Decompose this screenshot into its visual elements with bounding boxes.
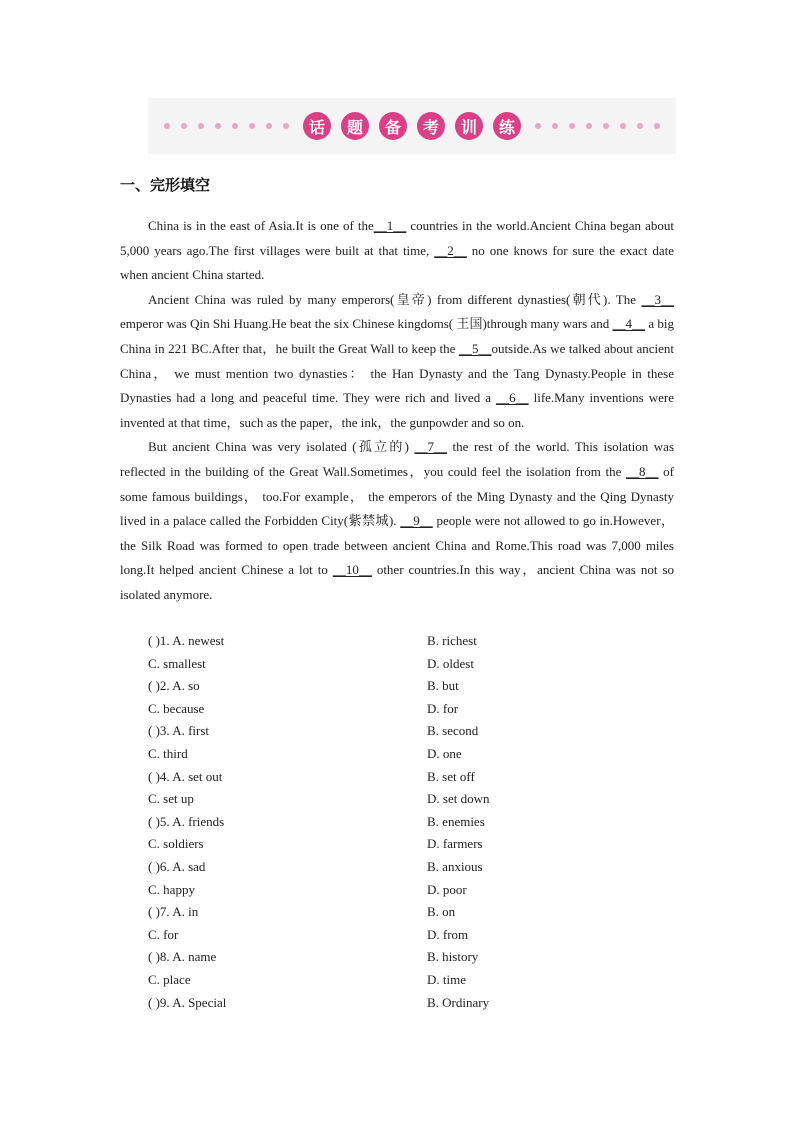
passage-text: people were not allowed to go in.However， the Silk Road was formed to open trade between ancient China and Rome.This road was 7,000 miles long.It helped ancient Chinese a lot to [120,513,674,578]
option-left: ( )8. A. name [148,949,217,965]
option-left: C. for [148,926,179,942]
option-row [148,946,678,969]
paragraph-2 [120,288,674,436]
option-right: B. anxious [427,858,483,874]
option-right: B. second [427,723,479,739]
dot-decoration [620,123,626,129]
cloze-passage [120,214,674,608]
dot-decoration [552,123,558,129]
blank-1: __1__ [373,218,407,233]
option-row [148,856,678,879]
passage-text: emperor was Qin Shi Huang.He beat the six Chinese kingdoms( 王国)through many wars and [120,316,613,332]
option-row [148,969,678,992]
paragraph-3 [120,435,674,607]
option-right: D. poor [427,881,467,897]
option-right: B. set off [427,768,475,784]
blank-4: __4__ [612,316,646,332]
option-right: D. from [427,926,469,942]
paragraph-1 [120,214,674,288]
dot-decoration [283,123,289,129]
option-row [148,675,678,698]
banner-char: 话 [303,112,331,140]
option-left: ( )1. A. newest [148,633,225,648]
passage-text: of some famous buildings， too.For example， the emperors of the Ming Dynasty and the Qing Dynasty lived in a palace called the Forbidden City(紫禁城). [120,463,674,529]
option-left: ( )3. A. first [148,723,210,739]
dot-decoration [232,123,238,129]
dot-decoration [249,123,255,129]
dot-decoration [535,123,541,129]
option-row [148,879,678,902]
dot-decoration [215,123,221,129]
option-left: C. smallest [148,655,206,671]
blank-8: __8__ [626,463,659,479]
option-row [148,743,678,766]
option-right: D. set down [427,791,490,807]
option-left: C. happy [148,881,195,897]
banner-char: 练 [493,112,521,140]
banner-char: 备 [379,112,407,140]
option-row [148,630,678,653]
option-left: C. place [148,971,191,987]
dot-decoration [164,123,170,129]
option-right: B. on [427,904,456,920]
option-row [148,788,678,811]
option-right: D. oldest [427,655,474,671]
passage-text: Ancient China was ruled by many emperors(皇帝) from different dynasties(朝代). The [148,291,642,307]
passage-text: countries in the world.Ancient China began about 5,000 years ago.The first villages were built at that time, [120,218,674,258]
option-row [148,720,678,743]
option-left: ( )9. A. Special [148,994,227,1010]
option-row [148,766,678,789]
passage-text: other countries.In this way，ancient China was not so isolated anymore. [120,562,674,602]
option-right: B. history [427,949,479,965]
passage-text: outside.As we talked about ancient China， we must mention two dynasties： the Han Dynasty and the Tang Dynasty.People in these Dynasties had a long and peaceful time. They were rich and lived a [120,340,674,406]
blank-6: __6__ [496,390,529,406]
option-right: D. farmers [427,836,483,852]
blank-2: __2__ [434,242,467,258]
section-banner [148,98,676,154]
banner-char: 考 [417,112,445,140]
banner-title [303,112,521,140]
option-left: ( )7. A. in [148,904,199,920]
passage-text: the rest of the world. This isolation was reflected in the building of the Great Wall.Sometimes，you could feel the isolation from the [120,439,674,479]
banner-dots-left [164,123,289,129]
blank-9: __9__ [400,513,433,529]
option-right: B. enemies [427,813,485,829]
option-right: D. one [427,745,462,761]
option-row [148,698,678,721]
option-row [148,901,678,924]
option-right: B. but [427,678,459,694]
blank-7: __7__ [414,439,448,455]
dot-decoration [637,123,643,129]
option-row [148,811,678,834]
option-row [148,992,678,1015]
option-left: ( )6. A. sad [148,858,206,874]
banner-char: 训 [455,112,483,140]
banner-dots-right [535,123,660,129]
dot-decoration [603,123,609,129]
section-title: 一、完形填空 [120,176,211,194]
option-left: ( )4. A. set out [148,768,223,784]
option-left: C. soldiers [148,836,204,852]
option-right: D. for [427,700,459,716]
option-right: B. richest [427,633,477,648]
option-right: B. Ordinary [427,994,490,1010]
option-row [148,653,678,676]
option-row [148,924,678,947]
dot-decoration [266,123,272,129]
option-left: C. set up [148,791,194,807]
passage-text: a big China in 221 BC.After that，he built the Great Wall to keep the [120,316,674,356]
blank-5: __5__ [458,340,492,356]
dot-decoration [586,123,592,129]
option-left: ( )2. A. so [148,678,200,694]
passage-text: life.Many inventions were invented at that time，such as the paper，the ink，the gunpowder and so on. [120,390,675,430]
dot-decoration [198,123,204,129]
answer-options [148,630,678,1014]
banner-char: 题 [341,112,369,140]
blank-3: __3__ [641,291,674,307]
dot-decoration [654,123,660,129]
option-left: C. third [148,745,188,761]
option-row [148,833,678,856]
passage-text: no one knows for sure the exact date when ancient China started. [120,242,674,283]
blank-10: __10__ [332,562,372,578]
option-left: ( )5. A. friends [148,813,225,829]
dot-decoration [181,123,187,129]
passage-text: China is in the east of Asia.It is one of the [148,218,374,233]
dot-decoration [569,123,575,129]
option-left: C. because [148,700,205,716]
passage-text: But ancient China was very isolated (孤立的) [148,439,415,455]
option-right: D. time [427,971,466,987]
